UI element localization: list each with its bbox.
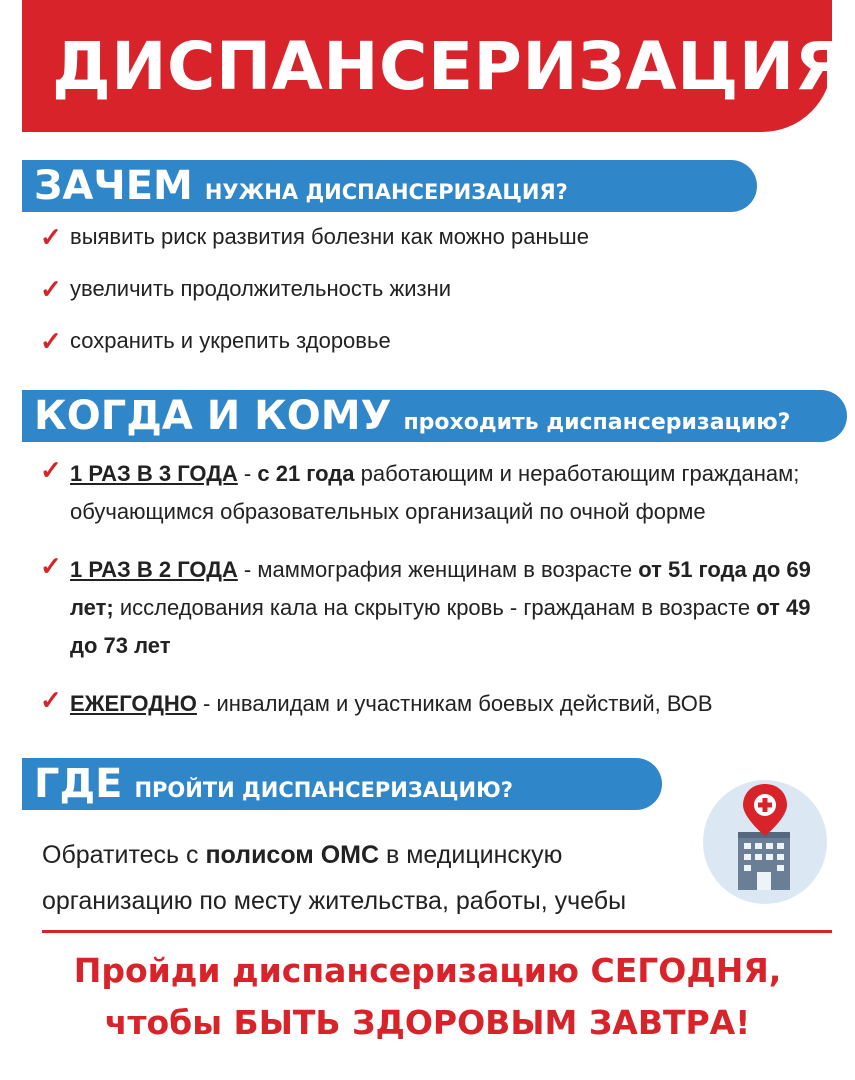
- when-list: [40, 455, 830, 743]
- section-why-header: [22, 160, 757, 212]
- frequency-label: 1 РАЗ В 2 ГОДА: [70, 557, 238, 582]
- section-why-subtitle: НУЖНА ДИСПАНСЕРИЗАЦИЯ?: [204, 180, 568, 204]
- list-item: ✓ сохранить и укрепить здоровье: [40, 326, 391, 356]
- check-icon: ✓: [40, 274, 62, 304]
- check-icon: ✓: [40, 455, 62, 485]
- list-item: ✓ ЕЖЕГОДНО - инвалидам и участникам боевых действий, ВОВ: [40, 685, 713, 716]
- check-icon: ✓: [40, 326, 62, 356]
- section-when-header: [22, 390, 847, 442]
- section-why-title: ЗАЧЕМ: [34, 163, 193, 209]
- list-item: ✓ увеличить продолжительность жизни: [40, 274, 452, 304]
- hospital-building-svg: [703, 780, 827, 904]
- why-list: [40, 222, 800, 378]
- section-when-subtitle: проходить диспансеризацию?: [403, 410, 791, 435]
- section-where-title: ГДЕ: [34, 761, 123, 807]
- hospital-location-icon: [703, 780, 827, 904]
- check-icon: ✓: [40, 551, 62, 581]
- check-icon: ✓: [40, 222, 62, 252]
- divider: [42, 930, 832, 933]
- frequency-label: ЕЖЕГОДНО: [70, 691, 197, 716]
- slogan-line-2: чтобы БЫТЬ ЗДОРОВЫМ ЗАВТРА!: [104, 1003, 751, 1042]
- where-description: Обратитесь с полисом ОМС в медицинскую организацию по месту жительства, работы, учебы: [42, 841, 627, 915]
- frequency-label: 1 РАЗ В 3 ГОДА: [70, 461, 238, 486]
- page-title: ДИСПАНСЕРИЗАЦИЯ: [52, 28, 846, 105]
- section-where-header: [22, 758, 662, 810]
- section-where-subtitle: ПРОЙТИ ДИСПАНСЕРИЗАЦИЮ?: [134, 778, 513, 802]
- list-item: ✓ 1 РАЗ В 3 ГОДА - с 21 года работающим и неработающим гражданам; обучающимся образовательных организаций по очной форме: [40, 455, 800, 524]
- header-banner: [22, 0, 846, 132]
- section-when-title: КОГДА И КОМУ: [34, 393, 392, 439]
- list-item: ✓ выявить риск развития болезни как можно раньше: [40, 222, 589, 252]
- list-item: ✓ 1 РАЗ В 2 ГОДА - маммография женщинам в возрасте от 51 года до 69 лет; исследования кала на скрытую кровь - гражданам в возрасте от 49 до 73 лет: [40, 551, 811, 658]
- slogan-line-1: Пройди диспансеризацию СЕГОДНЯ,: [73, 951, 782, 990]
- check-icon: ✓: [40, 685, 62, 715]
- slogan: [20, 945, 835, 1049]
